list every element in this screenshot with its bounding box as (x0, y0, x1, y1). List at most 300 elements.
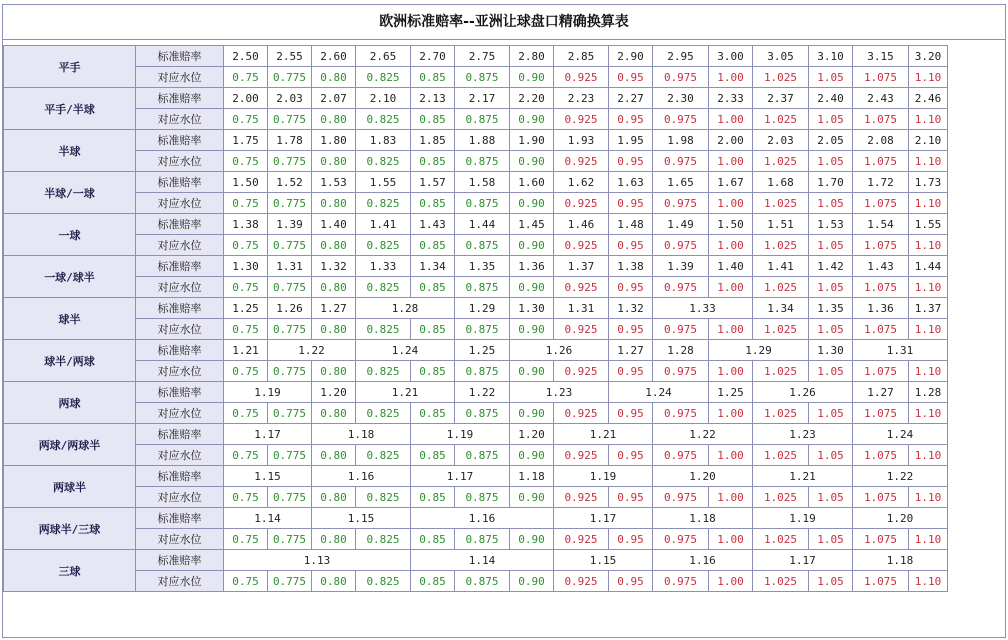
odds-cell: 1.25 (224, 298, 268, 319)
odds-cell: 2.05 (809, 130, 853, 151)
water-cell: 0.975 (653, 109, 709, 130)
water-cell: 0.90 (510, 361, 554, 382)
water-cell: 0.925 (554, 403, 609, 424)
water-cell: 0.90 (510, 67, 554, 88)
water-cell: 0.95 (609, 235, 653, 256)
water-cell: 0.775 (268, 109, 312, 130)
water-cell: 1.025 (753, 151, 809, 172)
water-cell: 0.825 (356, 487, 411, 508)
water-cell: 1.05 (809, 361, 853, 382)
handicap-label: 半球/一球 (4, 172, 136, 214)
water-cell: 0.95 (609, 403, 653, 424)
water-cell: 0.825 (356, 529, 411, 550)
odds-cell: 1.21 (554, 424, 653, 445)
water-cell: 1.025 (753, 277, 809, 298)
water-cell: 0.75 (224, 67, 268, 88)
odds-cell: 1.17 (224, 424, 312, 445)
water-cell: 0.95 (609, 487, 653, 508)
odds-cell: 1.85 (411, 130, 455, 151)
water-cell: 0.75 (224, 277, 268, 298)
water-cell: 1.00 (709, 235, 753, 256)
odds-cell: 1.23 (753, 424, 853, 445)
handicap-label: 球半 (4, 298, 136, 340)
water-cell: 1.075 (853, 235, 909, 256)
odds-cell: 1.93 (554, 130, 609, 151)
water-cell: 0.80 (312, 67, 356, 88)
odds-cell: 1.19 (554, 466, 653, 487)
water-cell: 0.825 (356, 361, 411, 382)
water-cell: 0.825 (356, 319, 411, 340)
water-cell: 1.075 (853, 319, 909, 340)
water-cell: 0.75 (224, 403, 268, 424)
water-cell: 0.85 (411, 571, 455, 592)
water-cell: 0.95 (609, 277, 653, 298)
odds-cell: 1.63 (609, 172, 653, 193)
odds-cell: 1.21 (224, 340, 268, 361)
water-row (4, 151, 948, 172)
water-cell: 1.00 (709, 403, 753, 424)
odds-row-label: 标准赔率 (136, 424, 224, 445)
odds-cell: 1.35 (455, 256, 510, 277)
water-cell: 0.75 (224, 235, 268, 256)
water-cell: 1.05 (809, 487, 853, 508)
odds-cell: 1.17 (411, 466, 510, 487)
odds-cell: 2.50 (224, 46, 268, 67)
odds-cell: 1.13 (224, 550, 411, 571)
water-cell: 0.80 (312, 487, 356, 508)
odds-cell: 1.30 (809, 340, 853, 361)
water-cell: 1.05 (809, 529, 853, 550)
odds-cell: 2.46 (909, 88, 948, 109)
odds-cell: 1.39 (268, 214, 312, 235)
odds-cell: 3.00 (709, 46, 753, 67)
water-cell: 0.85 (411, 529, 455, 550)
water-cell: 0.80 (312, 235, 356, 256)
water-cell: 0.775 (268, 403, 312, 424)
odds-cell: 1.44 (455, 214, 510, 235)
water-cell: 1.10 (909, 529, 948, 550)
odds-cell: 2.13 (411, 88, 455, 109)
odds-cell: 1.14 (224, 508, 312, 529)
water-row-label: 对应水位 (136, 487, 224, 508)
water-cell: 1.10 (909, 193, 948, 214)
odds-cell: 1.88 (455, 130, 510, 151)
odds-cell: 2.85 (554, 46, 609, 67)
odds-cell: 1.15 (554, 550, 653, 571)
odds-cell: 1.90 (510, 130, 554, 151)
water-row-label: 对应水位 (136, 529, 224, 550)
water-cell: 1.00 (709, 529, 753, 550)
water-cell: 0.825 (356, 445, 411, 466)
water-cell: 0.875 (455, 235, 510, 256)
odds-cell: 1.57 (411, 172, 455, 193)
water-cell: 0.825 (356, 109, 411, 130)
odds-cell: 1.17 (554, 508, 653, 529)
odds-row (4, 130, 948, 151)
odds-cell: 1.36 (853, 298, 909, 319)
water-cell: 0.775 (268, 277, 312, 298)
water-cell: 0.90 (510, 571, 554, 592)
handicap-label: 平手 (4, 46, 136, 88)
water-cell: 1.025 (753, 193, 809, 214)
water-cell: 1.075 (853, 403, 909, 424)
water-cell: 0.875 (455, 487, 510, 508)
odds-cell: 1.22 (653, 424, 753, 445)
water-cell: 0.875 (455, 529, 510, 550)
water-cell: 1.075 (853, 571, 909, 592)
water-cell: 1.10 (909, 487, 948, 508)
water-cell: 0.975 (653, 529, 709, 550)
odds-cell: 1.31 (853, 340, 948, 361)
odds-cell: 1.83 (356, 130, 411, 151)
water-cell: 0.875 (455, 109, 510, 130)
water-cell: 1.075 (853, 67, 909, 88)
odds-cell: 1.72 (853, 172, 909, 193)
water-cell: 0.975 (653, 193, 709, 214)
water-cell: 1.10 (909, 67, 948, 88)
water-cell: 0.95 (609, 529, 653, 550)
odds-cell: 1.46 (554, 214, 609, 235)
conversion-table (3, 45, 948, 592)
water-cell: 1.10 (909, 445, 948, 466)
odds-cell: 1.41 (356, 214, 411, 235)
odds-cell: 1.20 (853, 508, 948, 529)
water-cell: 0.925 (554, 193, 609, 214)
water-row-label: 对应水位 (136, 151, 224, 172)
odds-cell: 2.33 (709, 88, 753, 109)
odds-cell: 2.03 (268, 88, 312, 109)
odds-cell: 2.43 (853, 88, 909, 109)
odds-cell: 2.55 (268, 46, 312, 67)
odds-row-label: 标准赔率 (136, 256, 224, 277)
water-cell: 0.75 (224, 529, 268, 550)
water-cell: 0.925 (554, 277, 609, 298)
odds-cell: 1.22 (455, 382, 510, 403)
water-cell: 0.925 (554, 67, 609, 88)
water-row (4, 235, 948, 256)
odds-cell: 1.20 (653, 466, 753, 487)
water-cell: 1.10 (909, 571, 948, 592)
water-row-label: 对应水位 (136, 403, 224, 424)
odds-cell: 1.55 (909, 214, 948, 235)
odds-cell: 1.73 (909, 172, 948, 193)
water-cell: 0.775 (268, 529, 312, 550)
water-row (4, 445, 948, 466)
water-cell: 1.10 (909, 319, 948, 340)
water-cell: 1.00 (709, 487, 753, 508)
odds-cell: 1.70 (809, 172, 853, 193)
water-cell: 1.00 (709, 277, 753, 298)
water-cell: 0.825 (356, 403, 411, 424)
odds-row-label: 标准赔率 (136, 298, 224, 319)
water-cell: 0.775 (268, 67, 312, 88)
odds-cell: 1.28 (653, 340, 709, 361)
odds-cell: 1.44 (909, 256, 948, 277)
water-cell: 0.925 (554, 445, 609, 466)
water-row-label: 对应水位 (136, 361, 224, 382)
water-cell: 1.025 (753, 319, 809, 340)
odds-cell: 3.20 (909, 46, 948, 67)
water-cell: 0.95 (609, 361, 653, 382)
odds-cell: 1.23 (510, 382, 609, 403)
water-cell: 0.80 (312, 529, 356, 550)
odds-row (4, 466, 948, 487)
water-cell: 1.00 (709, 571, 753, 592)
water-cell: 1.025 (753, 571, 809, 592)
water-cell: 0.975 (653, 277, 709, 298)
odds-row-label: 标准赔率 (136, 466, 224, 487)
odds-row-label: 标准赔率 (136, 508, 224, 529)
odds-cell: 1.95 (609, 130, 653, 151)
odds-cell: 1.42 (809, 256, 853, 277)
odds-cell: 2.27 (609, 88, 653, 109)
odds-cell: 1.40 (312, 214, 356, 235)
odds-cell: 1.19 (411, 424, 510, 445)
water-cell: 0.775 (268, 151, 312, 172)
water-cell: 0.875 (455, 319, 510, 340)
odds-cell: 1.18 (653, 508, 753, 529)
odds-cell: 1.50 (224, 172, 268, 193)
water-row (4, 193, 948, 214)
water-cell: 1.025 (753, 529, 809, 550)
water-cell: 0.90 (510, 235, 554, 256)
water-cell: 0.775 (268, 445, 312, 466)
odds-cell: 2.65 (356, 46, 411, 67)
water-cell: 0.80 (312, 403, 356, 424)
water-cell: 0.775 (268, 361, 312, 382)
water-cell: 0.975 (653, 361, 709, 382)
odds-cell: 1.30 (510, 298, 554, 319)
odds-cell: 1.39 (653, 256, 709, 277)
water-cell: 0.95 (609, 319, 653, 340)
water-cell: 0.95 (609, 193, 653, 214)
odds-row-label: 标准赔率 (136, 46, 224, 67)
water-cell: 0.875 (455, 277, 510, 298)
odds-cell: 1.67 (709, 172, 753, 193)
water-cell: 1.075 (853, 529, 909, 550)
odds-cell: 1.34 (411, 256, 455, 277)
water-cell: 0.95 (609, 109, 653, 130)
water-cell: 0.95 (609, 151, 653, 172)
water-cell: 0.875 (455, 403, 510, 424)
odds-row (4, 340, 948, 361)
odds-cell: 2.00 (224, 88, 268, 109)
odds-cell: 1.34 (753, 298, 809, 319)
water-row (4, 361, 948, 382)
water-cell: 0.75 (224, 361, 268, 382)
odds-cell: 1.60 (510, 172, 554, 193)
odds-cell: 1.28 (909, 382, 948, 403)
odds-cell: 1.19 (753, 508, 853, 529)
odds-cell: 1.26 (510, 340, 609, 361)
water-cell: 1.075 (853, 109, 909, 130)
odds-cell: 1.78 (268, 130, 312, 151)
water-row-label: 对应水位 (136, 67, 224, 88)
odds-cell: 1.50 (709, 214, 753, 235)
water-cell: 0.90 (510, 151, 554, 172)
odds-cell: 1.33 (653, 298, 753, 319)
odds-row-label: 标准赔率 (136, 172, 224, 193)
water-cell: 0.85 (411, 487, 455, 508)
odds-cell: 1.25 (709, 382, 753, 403)
water-cell: 1.10 (909, 151, 948, 172)
water-cell: 1.10 (909, 361, 948, 382)
water-cell: 1.05 (809, 277, 853, 298)
odds-cell: 2.07 (312, 88, 356, 109)
water-cell: 1.00 (709, 445, 753, 466)
water-cell: 0.80 (312, 151, 356, 172)
odds-cell: 1.26 (268, 298, 312, 319)
water-cell: 0.825 (356, 67, 411, 88)
odds-cell: 1.37 (554, 256, 609, 277)
odds-cell: 1.31 (554, 298, 609, 319)
water-cell: 0.825 (356, 193, 411, 214)
water-cell: 0.90 (510, 193, 554, 214)
water-cell: 0.80 (312, 277, 356, 298)
odds-cell: 1.18 (312, 424, 411, 445)
water-cell: 1.05 (809, 193, 853, 214)
water-cell: 0.85 (411, 193, 455, 214)
water-row-label: 对应水位 (136, 445, 224, 466)
water-cell: 1.025 (753, 109, 809, 130)
water-cell: 0.975 (653, 67, 709, 88)
odds-cell: 1.58 (455, 172, 510, 193)
odds-cell: 1.36 (510, 256, 554, 277)
handicap-label: 球半/两球 (4, 340, 136, 382)
water-cell: 0.875 (455, 571, 510, 592)
water-row-label: 对应水位 (136, 109, 224, 130)
water-cell: 1.075 (853, 193, 909, 214)
water-cell: 0.90 (510, 319, 554, 340)
odds-cell: 2.70 (411, 46, 455, 67)
water-cell: 0.80 (312, 319, 356, 340)
water-cell: 0.75 (224, 445, 268, 466)
odds-cell: 1.35 (809, 298, 853, 319)
odds-cell: 1.41 (753, 256, 809, 277)
odds-row-label: 标准赔率 (136, 382, 224, 403)
water-cell: 1.025 (753, 235, 809, 256)
odds-cell: 2.23 (554, 88, 609, 109)
odds-row (4, 382, 948, 403)
odds-row (4, 424, 948, 445)
water-cell: 1.05 (809, 571, 853, 592)
odds-cell: 1.16 (411, 508, 554, 529)
water-cell: 0.975 (653, 445, 709, 466)
water-cell: 1.025 (753, 403, 809, 424)
water-cell: 1.05 (809, 109, 853, 130)
water-cell: 1.05 (809, 319, 853, 340)
water-cell: 0.975 (653, 151, 709, 172)
water-cell: 0.80 (312, 109, 356, 130)
odds-cell: 1.16 (653, 550, 753, 571)
odds-cell: 2.95 (653, 46, 709, 67)
water-cell: 0.75 (224, 487, 268, 508)
odds-cell: 1.24 (853, 424, 948, 445)
handicap-label: 平手/半球 (4, 88, 136, 130)
odds-cell: 1.29 (709, 340, 809, 361)
water-cell: 1.05 (809, 445, 853, 466)
water-cell: 1.025 (753, 361, 809, 382)
odds-cell: 1.45 (510, 214, 554, 235)
odds-cell: 3.15 (853, 46, 909, 67)
water-cell: 0.925 (554, 109, 609, 130)
water-cell: 0.95 (609, 67, 653, 88)
water-cell: 1.025 (753, 487, 809, 508)
odds-cell: 1.31 (268, 256, 312, 277)
water-cell: 0.90 (510, 529, 554, 550)
water-cell: 0.75 (224, 571, 268, 592)
water-cell: 1.075 (853, 445, 909, 466)
water-cell: 0.85 (411, 67, 455, 88)
odds-row (4, 298, 948, 319)
odds-cell: 1.62 (554, 172, 609, 193)
odds-cell: 1.75 (224, 130, 268, 151)
water-cell: 0.975 (653, 403, 709, 424)
water-row (4, 403, 948, 424)
handicap-label: 两球半/三球 (4, 508, 136, 550)
odds-cell: 1.16 (312, 466, 411, 487)
odds-cell: 1.24 (609, 382, 709, 403)
handicap-label: 三球 (4, 550, 136, 592)
water-cell: 1.075 (853, 277, 909, 298)
water-cell: 0.80 (312, 361, 356, 382)
odds-row-label: 标准赔率 (136, 340, 224, 361)
odds-cell: 2.40 (809, 88, 853, 109)
water-cell: 1.025 (753, 445, 809, 466)
water-cell: 0.875 (455, 361, 510, 382)
odds-cell: 1.28 (356, 298, 455, 319)
odds-row (4, 88, 948, 109)
odds-cell: 1.55 (356, 172, 411, 193)
water-cell: 0.90 (510, 445, 554, 466)
odds-row (4, 508, 948, 529)
water-cell: 0.75 (224, 109, 268, 130)
odds-cell: 1.18 (853, 550, 948, 571)
water-cell: 0.925 (554, 571, 609, 592)
odds-cell: 1.25 (455, 340, 510, 361)
water-cell: 1.00 (709, 361, 753, 382)
water-cell: 1.00 (709, 109, 753, 130)
water-cell: 0.85 (411, 403, 455, 424)
water-cell: 0.825 (356, 571, 411, 592)
odds-row (4, 256, 948, 277)
odds-cell: 1.21 (356, 382, 455, 403)
water-cell: 0.85 (411, 319, 455, 340)
water-cell: 1.00 (709, 193, 753, 214)
odds-cell: 1.17 (753, 550, 853, 571)
water-cell: 1.075 (853, 487, 909, 508)
odds-cell: 1.53 (312, 172, 356, 193)
odds-cell: 1.14 (411, 550, 554, 571)
odds-row-label: 标准赔率 (136, 550, 224, 571)
water-cell: 0.925 (554, 529, 609, 550)
water-cell: 1.05 (809, 67, 853, 88)
water-row-label: 对应水位 (136, 277, 224, 298)
odds-cell: 1.15 (312, 508, 411, 529)
water-cell: 0.90 (510, 277, 554, 298)
water-cell: 0.775 (268, 193, 312, 214)
odds-cell: 1.29 (455, 298, 510, 319)
odds-cell: 1.49 (653, 214, 709, 235)
odds-cell: 2.00 (709, 130, 753, 151)
water-cell: 0.85 (411, 151, 455, 172)
water-cell: 0.85 (411, 277, 455, 298)
odds-cell: 2.30 (653, 88, 709, 109)
water-cell: 0.925 (554, 151, 609, 172)
water-cell: 0.975 (653, 571, 709, 592)
water-cell: 0.90 (510, 403, 554, 424)
water-cell: 0.75 (224, 319, 268, 340)
